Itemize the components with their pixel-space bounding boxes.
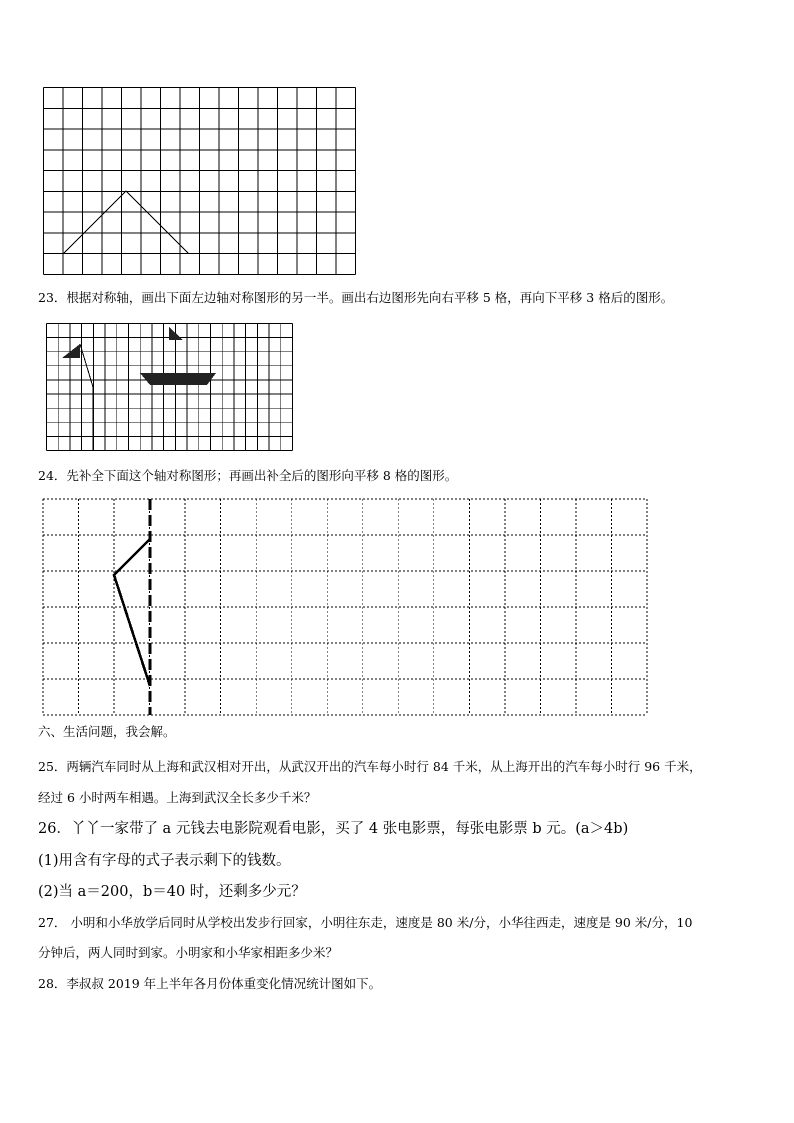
section-6-title: 六、生活问题，我会解。 <box>38 724 176 739</box>
grid1-lines <box>44 88 356 275</box>
question-23: 23．根据对称轴，画出下面左边轴对称图形的另一半。画出右边图形先向右平移 5 格，再向下平移 3 格后的图形。 <box>38 290 674 305</box>
question-26-line1: 26．丫丫一家带了 a 元钱去电影院观看电影，买了 4 张电影票，每张电影票 b 元。(a＞4b) <box>38 821 629 837</box>
grid2-lines <box>47 324 293 451</box>
grid-symmetry-translation <box>46 323 296 453</box>
half-figure-line <box>114 539 150 686</box>
question-25-line1: 25．两辆汽车同时从上海和武汉相对开出，从武汉开出的汽车每小时行 84 千米，从上海开出的汽车每小时行 96 千米， <box>38 759 702 774</box>
boat-hull-shape <box>140 373 216 385</box>
question-27-line1: 27． 小明和小华放学后同时从学校出发步行回家，小明往东走，速度是 80 米/分，小华往西走，速度是 90 米/分，10 <box>38 915 693 930</box>
question-25-line2: 经过 6 小时两车相遇。上海到武汉全长多少千米？ <box>38 790 317 805</box>
left-flag-shape <box>62 344 80 358</box>
grid-axial-symmetry <box>42 498 650 718</box>
question-26-line3: (2)当 a＝200，b＝40 时，还剩多少元？ <box>38 884 306 900</box>
question-28: 28．李叔叔 2019 年上半年各月份体重变化情况统计图如下。 <box>38 976 382 991</box>
question-27-line2: 分钟后，两人同时到家。小明家和小华家相距多少米？ <box>38 945 339 960</box>
question-26-line2: (1)用含有字母的式子表示剩下的钱数。 <box>38 853 291 869</box>
question-24: 24．先补全下面这个轴对称图形；再画出补全后的图形向平移 8 格的图形。 <box>38 468 458 483</box>
grid3-lines <box>43 499 647 715</box>
boat-sail-shape <box>169 327 183 340</box>
grid-triangle-figure <box>42 86 358 276</box>
